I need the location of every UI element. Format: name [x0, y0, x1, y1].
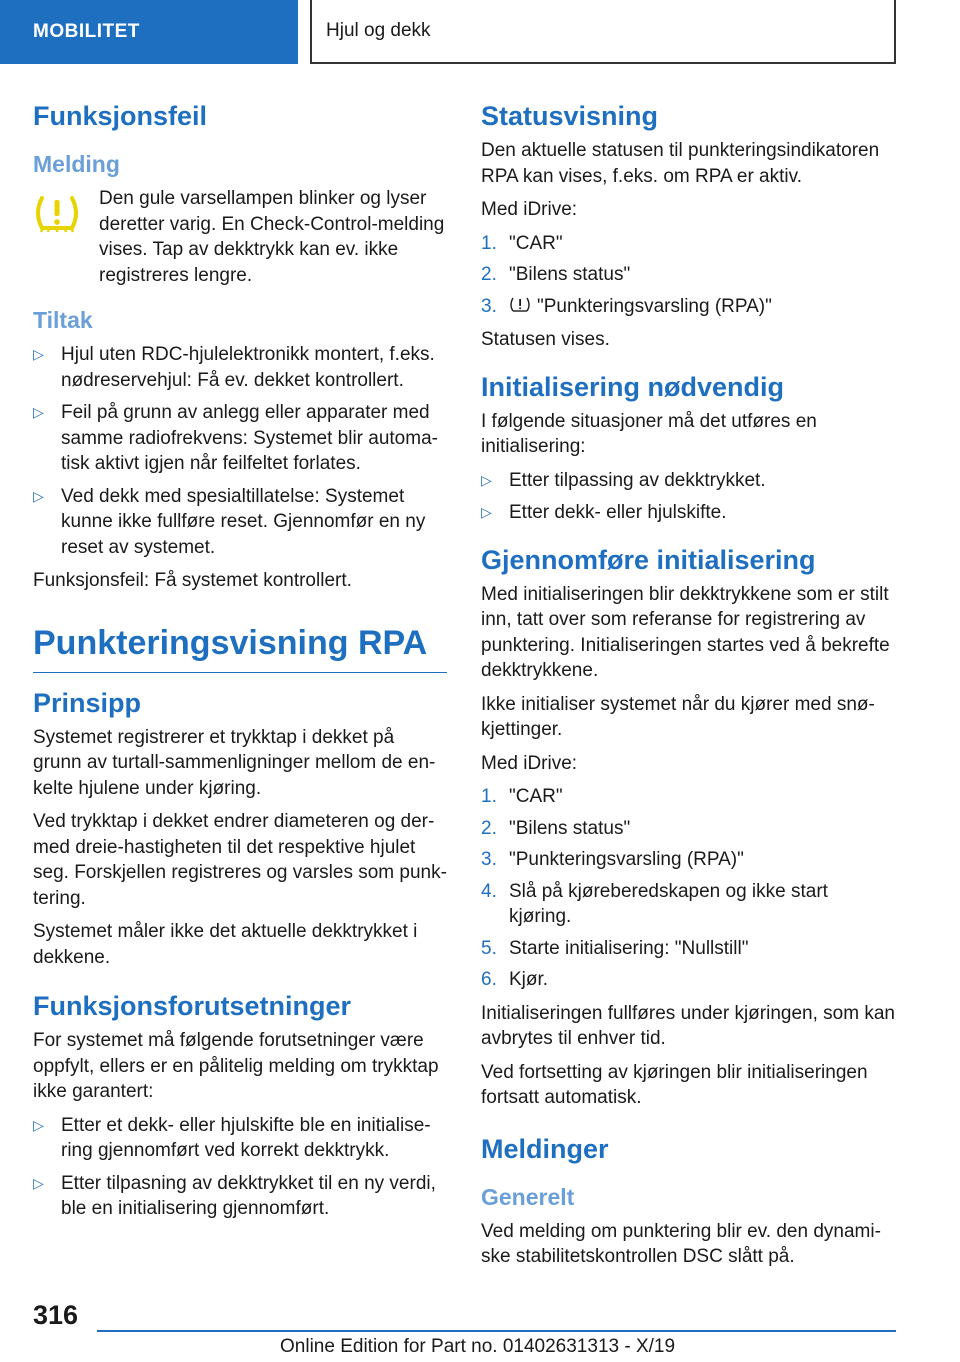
section-title: Hjul og dekk	[310, 0, 896, 64]
list-item: ▷ Etter tilpassing av dekktrykket.	[481, 468, 895, 494]
perform-paragraph: Ved fortsetting av kjøringen blir initialiseringen fortsatt automatisk.	[481, 1061, 868, 1108]
forutsetninger-text: For systemet må følgende forutsetninger være oppfylt, ellers er en pålitelig melding om trykktap ikke garantert:	[33, 1030, 439, 1102]
prinsipp-paragraph: Systemet måler ikke det aktuelle dekktrykket i dekkene.	[33, 921, 418, 968]
list-item: 1. "CAR"	[481, 786, 563, 807]
right-column	[481, 98, 895, 1278]
perform-paragraph: Ikke initialiser systemet når du kjører med snøkjettinger.	[481, 693, 875, 740]
triangle-right-icon: ▷	[33, 1174, 44, 1191]
list-item: 2. "Bilens status"	[481, 817, 631, 839]
list-item: ▷ Etter dekk- eller hjulskifte.	[481, 500, 895, 526]
triangle-right-icon: ▷	[33, 404, 44, 420]
list-item: 1. "CAR"	[481, 232, 563, 254]
list-item: ▷ Ved dekk med spesialtillatelse: Systemet kunne ikke fullføre reset. Gjennomfør en ny reset av systemet.	[33, 485, 426, 558]
list-item: 3. "Punkteringsvarsling (RPA)"	[481, 295, 772, 317]
melding-text: Den gule varsellampen blinker og lyser deretter varig. En Check-Control-melding vises. Tap av dekktrykk kan ev. ikke registreres lengre.	[99, 188, 445, 286]
tiltak-heading: Tiltak	[33, 307, 93, 333]
list-item: 3. "Punkteringsvarsling (RPA)"	[481, 849, 744, 870]
melding-heading: Melding	[33, 151, 120, 177]
triangle-right-icon: ▷	[481, 471, 492, 488]
idrive-label: Med iDrive:	[481, 752, 578, 774]
status-steps	[481, 231, 895, 320]
rpa-heading: Punkteringsvisning RPA	[33, 624, 447, 673]
init-needed-list	[481, 468, 895, 526]
footer-edition: Online Edition for Part no. 01402631313 - X/19	[280, 1336, 676, 1357]
list-item: ▷ Etter et dekk- eller hjulskifte ble en initialisering gjennomført ved korrekt dekktrykk.	[33, 1114, 431, 1161]
perform-steps	[481, 784, 895, 993]
list-item: ▷ Hjul uten RDC-hjulelektronikk montert, f.eks. nødreservehjul: Få ev. dekket kontrollert.	[33, 344, 435, 391]
list-item: ▷ Feil på grunn av anlegg eller apparater med samme radiofrekvens: Systemet blir automatisk aktivt igjen når feilfeltet forlates.	[33, 402, 438, 474]
generelt-heading: Generelt	[481, 1183, 575, 1210]
prinsipp-paragraph: Systemet registrerer et trykktap i dekket på grunn av turtall-sammenligninger mellom de enkelte hjulene under kjøring.	[33, 726, 436, 799]
chapter-tab: MOBILITET	[0, 0, 298, 64]
list-item: ▷ Etter tilpasning av dekktrykket til en ny verdi, ble en initialisering gjennomført.	[33, 1172, 436, 1219]
left-column	[33, 98, 447, 1230]
generelt-text: Ved melding om punktering blir ev. den dynamiske stabilitetskontrollen DSC slått på.	[481, 1220, 881, 1267]
triangle-right-icon: ▷	[33, 1116, 44, 1133]
funksjonsfeil-heading: Funksjonsfeil	[33, 101, 208, 131]
tiltak-list	[33, 342, 447, 560]
melding-block	[33, 186, 447, 288]
list-item: 6. Kjør.	[481, 969, 549, 990]
forutsetninger-list	[33, 1113, 447, 1222]
status-text: Den aktuelle statusen til punkteringsindikatoren RPA kan vises, f.eks. om RPA er aktiv.	[481, 140, 880, 187]
perform-paragraph: Initialiseringen fullføres under kjøringen, som kan avbrytes til enhver tid.	[481, 1002, 895, 1049]
triangle-right-icon: ▷	[33, 346, 44, 362]
prinsipp-paragraph: Ved trykktap i dekket endrer diameteren og dermed dreie-hastigheten til det respektive hjulet seg. Forskjellen registreres og varsles som punktering.	[33, 811, 447, 909]
page-number: 316	[33, 1300, 79, 1330]
list-item: 4. Slå på kjøreberedskapen og ikke start kjøring.	[481, 880, 828, 927]
init-needed-heading: Initialisering nødvendig	[481, 371, 785, 402]
perform-heading: Gjennomføre initialisering	[481, 544, 816, 575]
list-item: 2. "Bilens status"	[481, 264, 631, 285]
triangle-right-icon: ▷	[33, 487, 44, 504]
tire-pressure-icon	[509, 296, 531, 314]
status-shown: Statusen vises.	[481, 329, 610, 350]
footer-divider	[97, 1330, 896, 1332]
idrive-label: Med iDrive:	[481, 199, 578, 220]
status-heading: Statusvisning	[481, 101, 659, 131]
funksjonsfeil-text: Funksjonsfeil: Få systemet kontrollert.	[33, 570, 352, 591]
init-needed-text: I følgende situasjoner må det utføres en initialisering:	[481, 410, 817, 457]
triangle-right-icon: ▷	[481, 504, 492, 520]
meldinger-heading: Meldinger	[481, 1133, 609, 1164]
perform-paragraph: Med initialiseringen blir dekktrykkene som er stilt inn, tatt over som referanse for registrering av punktering. Initialiseringen startes ved å bekrefte dekktrykkene.	[481, 583, 890, 681]
tire-pressure-warning-icon	[33, 192, 81, 234]
list-item: 5. Starte initialisering: "Nullstill"	[481, 937, 749, 959]
forutsetninger-heading: Funksjonsforutsetninger	[33, 991, 352, 1021]
prinsipp-heading: Prinsipp	[33, 687, 142, 718]
